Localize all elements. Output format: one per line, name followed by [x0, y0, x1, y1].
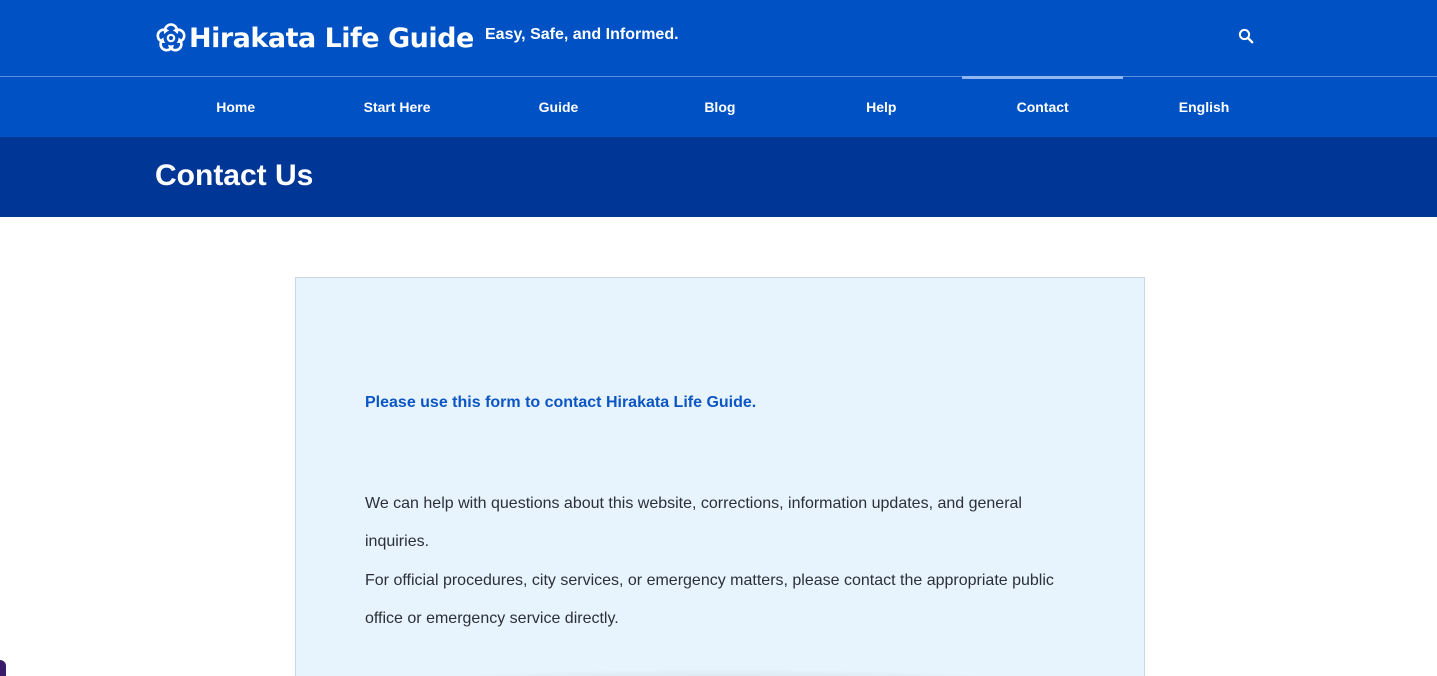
contact-intro-box: [295, 277, 1145, 676]
contact-intro-paragraph: We can help with questions about this website, corrections, information updates, and general inquiries.: [365, 495, 1022, 551]
nav-list: [155, 77, 1285, 137]
nav-item-start-here[interactable]: Start Here: [363, 99, 431, 115]
site-logo-link[interactable]: [155, 18, 474, 58]
site-tagline: Easy, Safe, and Informed.: [485, 26, 679, 43]
main-nav: [0, 76, 1437, 137]
nav-item-contact[interactable]: Contact: [962, 77, 1123, 137]
nav-item-blog[interactable]: Blog: [704, 99, 736, 115]
nav-item-home[interactable]: Home: [216, 99, 256, 115]
page-title-band: [0, 137, 1437, 217]
nav-item-help[interactable]: Help: [866, 99, 897, 115]
nav-item-guide[interactable]: Guide: [538, 99, 579, 115]
flower-icon: [155, 22, 187, 54]
page-title: Contact Us: [155, 159, 314, 192]
nav-item-english[interactable]: English: [1178, 99, 1230, 115]
site-header: [0, 0, 1437, 76]
search-button[interactable]: [1234, 26, 1258, 50]
contact-form-shadow: [356, 670, 1086, 676]
search-icon: [1238, 28, 1254, 49]
contact-intro-body: [365, 485, 1080, 638]
contact-intro-heading: Please use this form to contact Hirakata Life Guide.: [365, 394, 757, 411]
site-logo-text: Hirakata Life Guide: [189, 22, 474, 54]
contact-notice-paragraph: For official procedures, city services, or emergency matters, please contact the appropriate public office or emergency service directly.: [365, 571, 1054, 627]
corner-accent: [0, 660, 6, 676]
